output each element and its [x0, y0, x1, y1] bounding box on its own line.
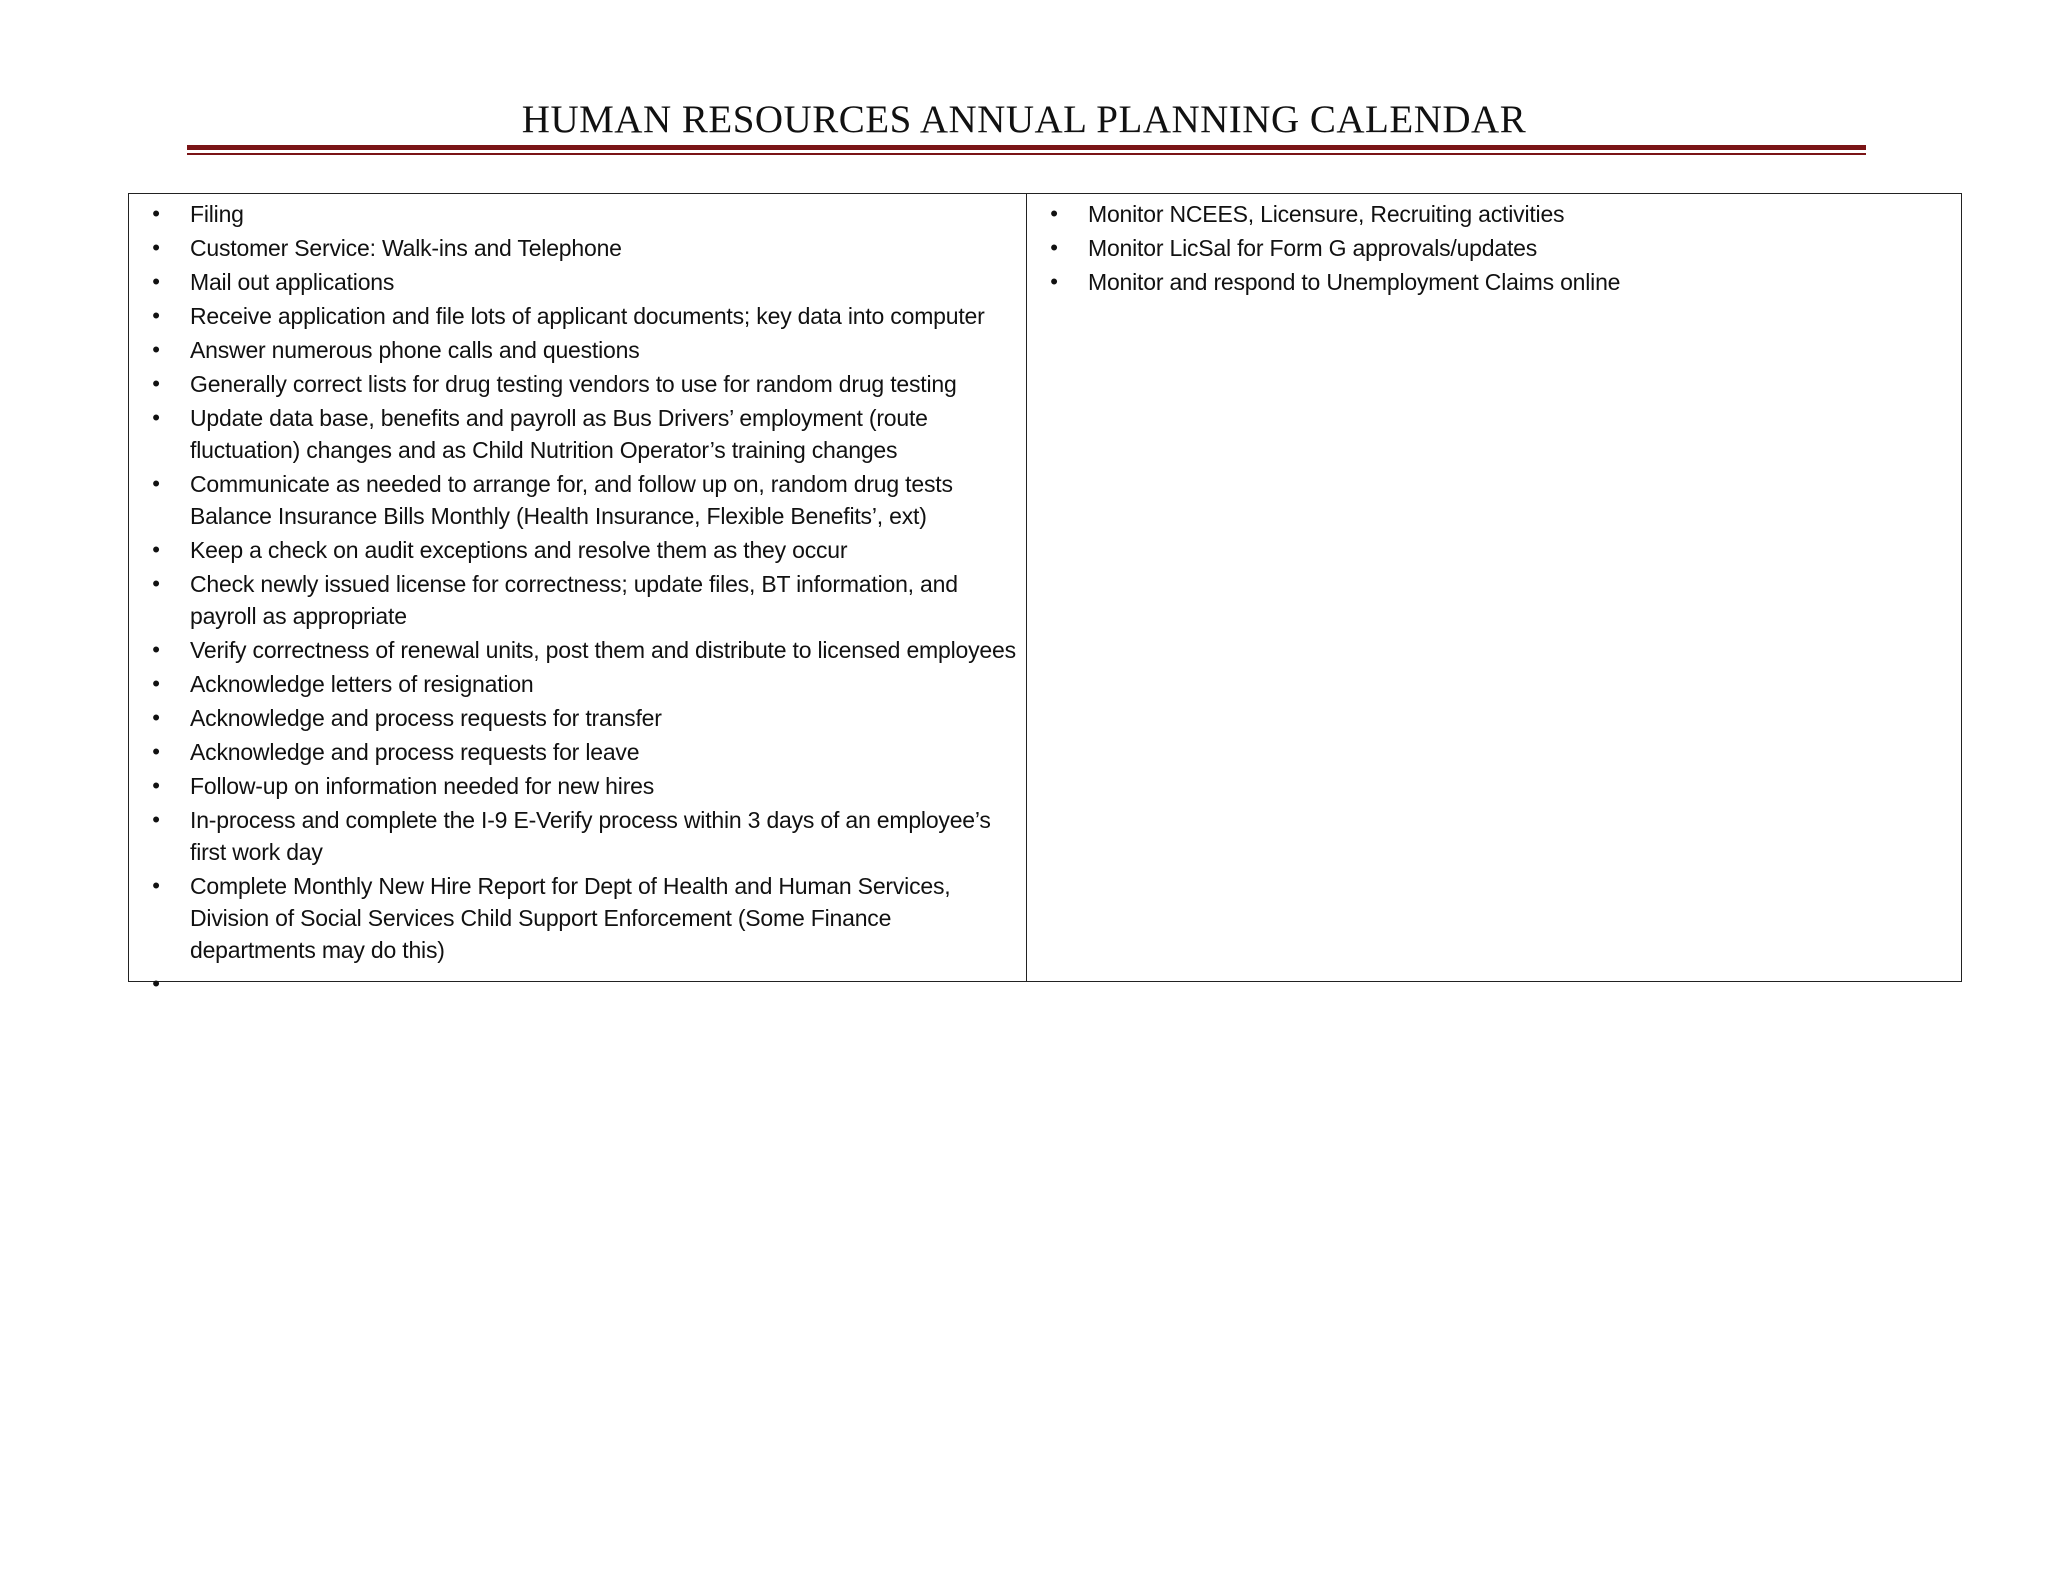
list-item-text: Generally correct lists for drug testing vendors to use for random drug testing [190, 371, 957, 397]
bullet-icon: • [152, 571, 160, 596]
left-column [129, 194, 1027, 996]
list-item [129, 870, 1026, 966]
list-item-text: Customer Service: Walk-ins and Telephone [190, 235, 622, 261]
bullet-icon: • [152, 471, 160, 496]
page-title: HUMAN RESOURCES ANNUAL PLANNING CALENDAR [521, 98, 1527, 141]
list-item [129, 702, 1026, 734]
bullet-icon: • [152, 739, 160, 764]
list-item [129, 804, 1026, 868]
list-item [129, 334, 1026, 366]
list-item [129, 468, 1026, 532]
right-task-list [1027, 198, 1961, 298]
bullet-icon: • [152, 303, 160, 328]
bullet-icon: • [152, 201, 160, 226]
list-item-text: Complete Monthly New Hire Report for Dept of Health and Human Services, Division of Social Services Child Support Enforcement (Some Finance departments may do this) [190, 873, 951, 963]
title-rule-thick [187, 145, 1866, 150]
list-item [129, 634, 1026, 666]
list-item [129, 368, 1026, 400]
list-item-text: Acknowledge letters of resignation [190, 671, 534, 697]
right-column [1027, 194, 1961, 981]
bullet-icon: • [152, 405, 160, 430]
bullet-icon: • [152, 269, 160, 294]
list-item [129, 568, 1026, 632]
bullet-icon: • [1050, 235, 1058, 260]
list-item-text: Monitor LicSal for Form G approvals/updates [1088, 235, 1538, 261]
list-item-text: Update data base, benefits and payroll as Bus Drivers’ employment (route fluctuation) changes and as Child Nutrition Operator’s training changes [190, 405, 928, 463]
list-item-text: Keep a check on audit exceptions and resolve them as they occur [190, 537, 848, 563]
list-item-text: Answer numerous phone calls and questions [190, 337, 640, 363]
title-rule-thin [187, 153, 1866, 155]
bullet-icon: • [152, 773, 160, 798]
list-item [129, 736, 1026, 768]
left-task-list [129, 198, 1026, 1000]
list-item-text: Monitor NCEES, Licensure, Recruiting activities [1088, 201, 1565, 227]
bullet-icon: • [152, 671, 160, 696]
list-item [1027, 266, 1961, 298]
list-item-text: Acknowledge and process requests for leave [190, 739, 640, 765]
list-item-text: Communicate as needed to arrange for, and follow up on, random drug tests Balance Insurance Bills Monthly (Health Insurance, Flexible Benefits’, ext) [190, 471, 953, 529]
list-item [1027, 232, 1961, 264]
list-item-text: Follow-up on information needed for new hires [190, 773, 655, 799]
list-item-text: Acknowledge and process requests for transfer [190, 705, 662, 731]
list-item [129, 198, 1026, 230]
list-item [129, 534, 1026, 566]
bullet-icon: • [1050, 201, 1058, 226]
list-item [129, 668, 1026, 700]
bullet-icon: • [152, 371, 160, 396]
list-item [129, 402, 1026, 466]
bullet-icon: • [152, 537, 160, 562]
bullet-icon: • [152, 971, 160, 996]
list-item-text: Monitor and respond to Unemployment Claims online [1088, 269, 1621, 295]
list-item [1027, 198, 1961, 230]
bullet-icon: • [152, 637, 160, 662]
list-item-text: Mail out applications [190, 269, 395, 295]
bullet-icon: • [1050, 269, 1058, 294]
bullet-icon: • [152, 337, 160, 362]
list-item [129, 770, 1026, 802]
list-item [129, 232, 1026, 264]
list-item-text: In-process and complete the I-9 E-Verify process within 3 days of an employee’s first work day [190, 807, 991, 865]
list-item-text: Receive application and file lots of applicant documents; key data into computer [190, 303, 985, 329]
list-item [129, 968, 1026, 1000]
list-item [129, 266, 1026, 298]
bullet-icon: • [152, 807, 160, 832]
planning-table [128, 193, 1962, 996]
bullet-icon: • [152, 705, 160, 730]
bullet-icon: • [152, 235, 160, 260]
list-item-text: Verify correctness of renewal units, post them and distribute to licensed employees [190, 637, 1016, 663]
bullet-icon: • [152, 873, 160, 898]
list-item-text: Check newly issued license for correctness; update files, BT information, and payroll as appropriate [190, 571, 958, 629]
list-item-text: Filing [190, 201, 244, 227]
list-item [129, 300, 1026, 332]
